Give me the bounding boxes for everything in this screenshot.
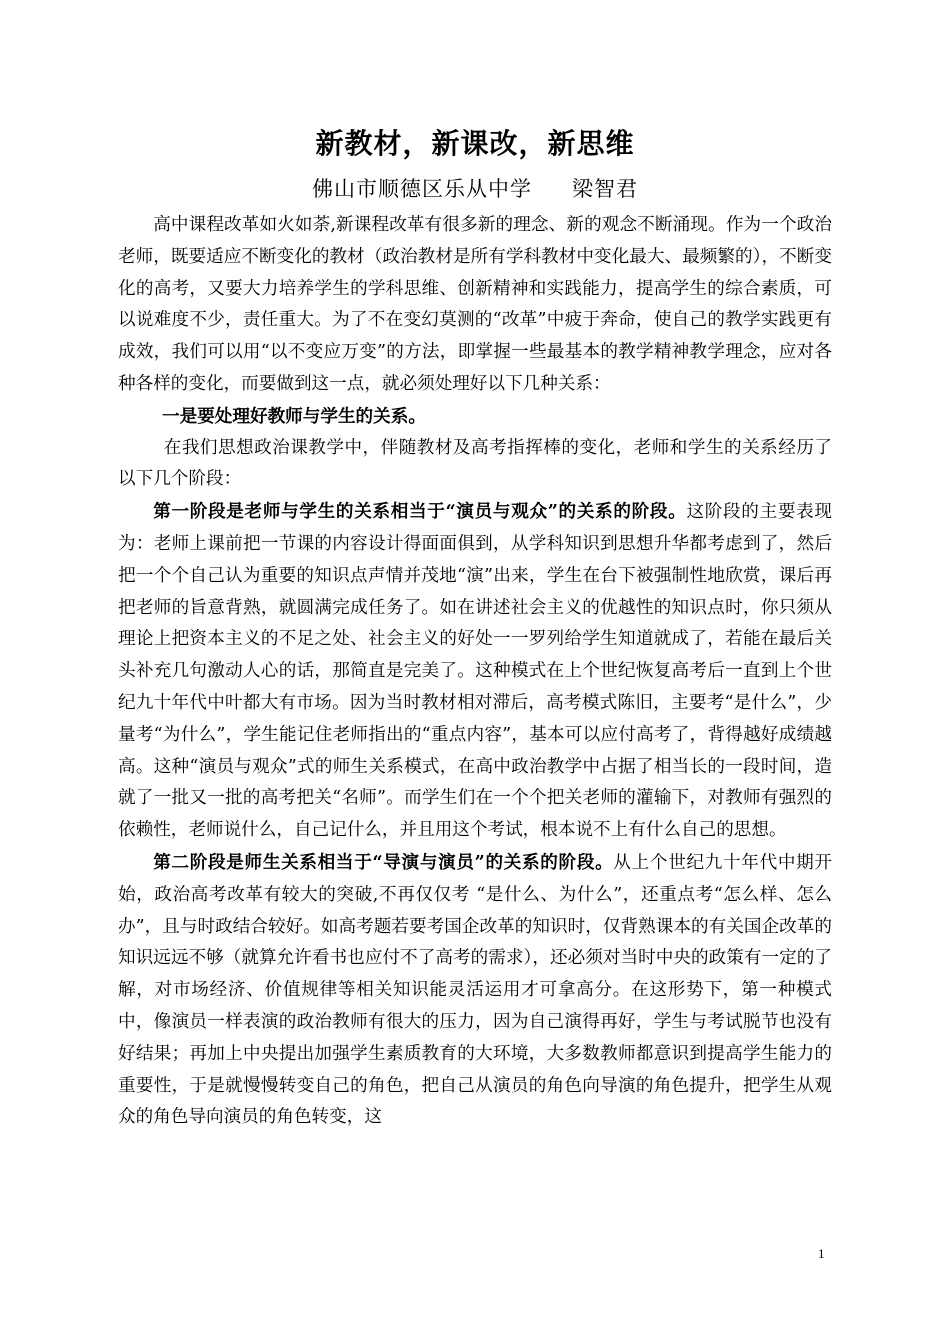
stage-1-paragraph [118,496,832,847]
author-name: 梁智君 [572,177,638,201]
stage-1-body: 这阶段的主要表现为：老师上课前把一节课的内容设计得面面俱到，从学科知识到思想升华都考虑到了，然后把一个个自己认为重要的知识点声情并茂地“演”出来，学生在台下被强制性地欣赏，课后再把老师的旨意背熟，就圆满完成任务了。如在讲述社会主义的优越性的知识点时，你只须从理论上把资本主义的不足之处、社会主义的好处一一罗列给学生知道就成了，若能在最后关头补充几句激动人心的话，那简直是完美了。这种模式在上个世纪恢复高考后一直到上个世纪九十年代中叶都大有市场。因为当时教材相对滞后，高考模式陈旧，主要考“是什么”，少量考“为什么”，学生能记住老师指出的“重点内容”，基本可以应付高考了，背得越好成绩越高。这种“演员与观众”式的师生关系模式，在高中政治教学中占据了相当长的一段时间，造就了一批又一批的高考把关“名师”。而学生们在一个个把关老师的灌输下，对教师有强烈的依赖性，老师说什么，自己记什么，并且用这个考试，根本说不上有什么自己的思想。 [118,502,832,841]
author-school: 佛山市顺德区乐从中学 [312,177,532,201]
document-title: 新教材，新课改，新思维 [315,127,635,160]
intro-paragraph: 高中课程改革如火如荼,新课程改革有很多新的理念、新的观念不断涌现。作为一个政治老师，既要适应不断变化的教材（政治教材是所有学科教材中变化最大、最频繁的），不断变化的高考，又要大力培养学生的学科思维、创新精神和实践能力，提高学生的综合素质，可以说难度不少，责任重大。为了不在变幻莫测的“改革”中疲于奔命，使自己的教学实践更有成效，我们可以用“以不变应万变”的方法，即掌握一些最基本的教学精神教学理念，应对各种各样的变化，而要做到这一点，就必须处理好以下几种关系： [118,215,832,394]
stage-2-body: 从上个世纪九十年代中期开始，政治高考改革有较大的突破,不再仅仅考 “是什么、为什么”，还重点考“怎么样、怎么办”，且与时政结合较好。如高考题若要考国企改革的知识时，仅背熟课本的有关国企改革的知识远远不够（就算允许看书也应付不了高考的需求），还必须对当时中央的政策有一定的了解，对市场经济、价值规律等相关知识能灵活运用才可拿高分。在这形势下，第一种模式中，像演员一样表演的政治教师有很大的压力，因为自己演得再好，学生与考试脱节也没有好结果；再加上中央提出加强学生素质教育的大环境，大多数教师都意识到提高学生能力的重要性，于是就慢慢转变自己的角色，把自己从演员的角色向导演的角色提升，把学生从观众的角色导向演员的角色转变，这 [118,852,832,1128]
document-author-line [118,172,832,206]
stage-1-lead: 第一阶段是老师与学生的关系相当于“演员与观众”的关系的阶段。 [153,501,687,523]
page-number: 1 [818,1246,825,1261]
document-page [118,124,832,1134]
stage-2-lead: 第二阶段是师生关系相当于“导演与演员”的关系的阶段。 [153,851,614,873]
stage-2-paragraph [118,847,832,1134]
section-1-heading: 一是要处理好教师与学生的关系。 [162,405,426,427]
section-1-intro-paragraph: 在我们思想政治课教学中，伴随教材及高考指挥棒的变化，老师和学生的关系经历了以下几个阶段： [118,437,832,490]
